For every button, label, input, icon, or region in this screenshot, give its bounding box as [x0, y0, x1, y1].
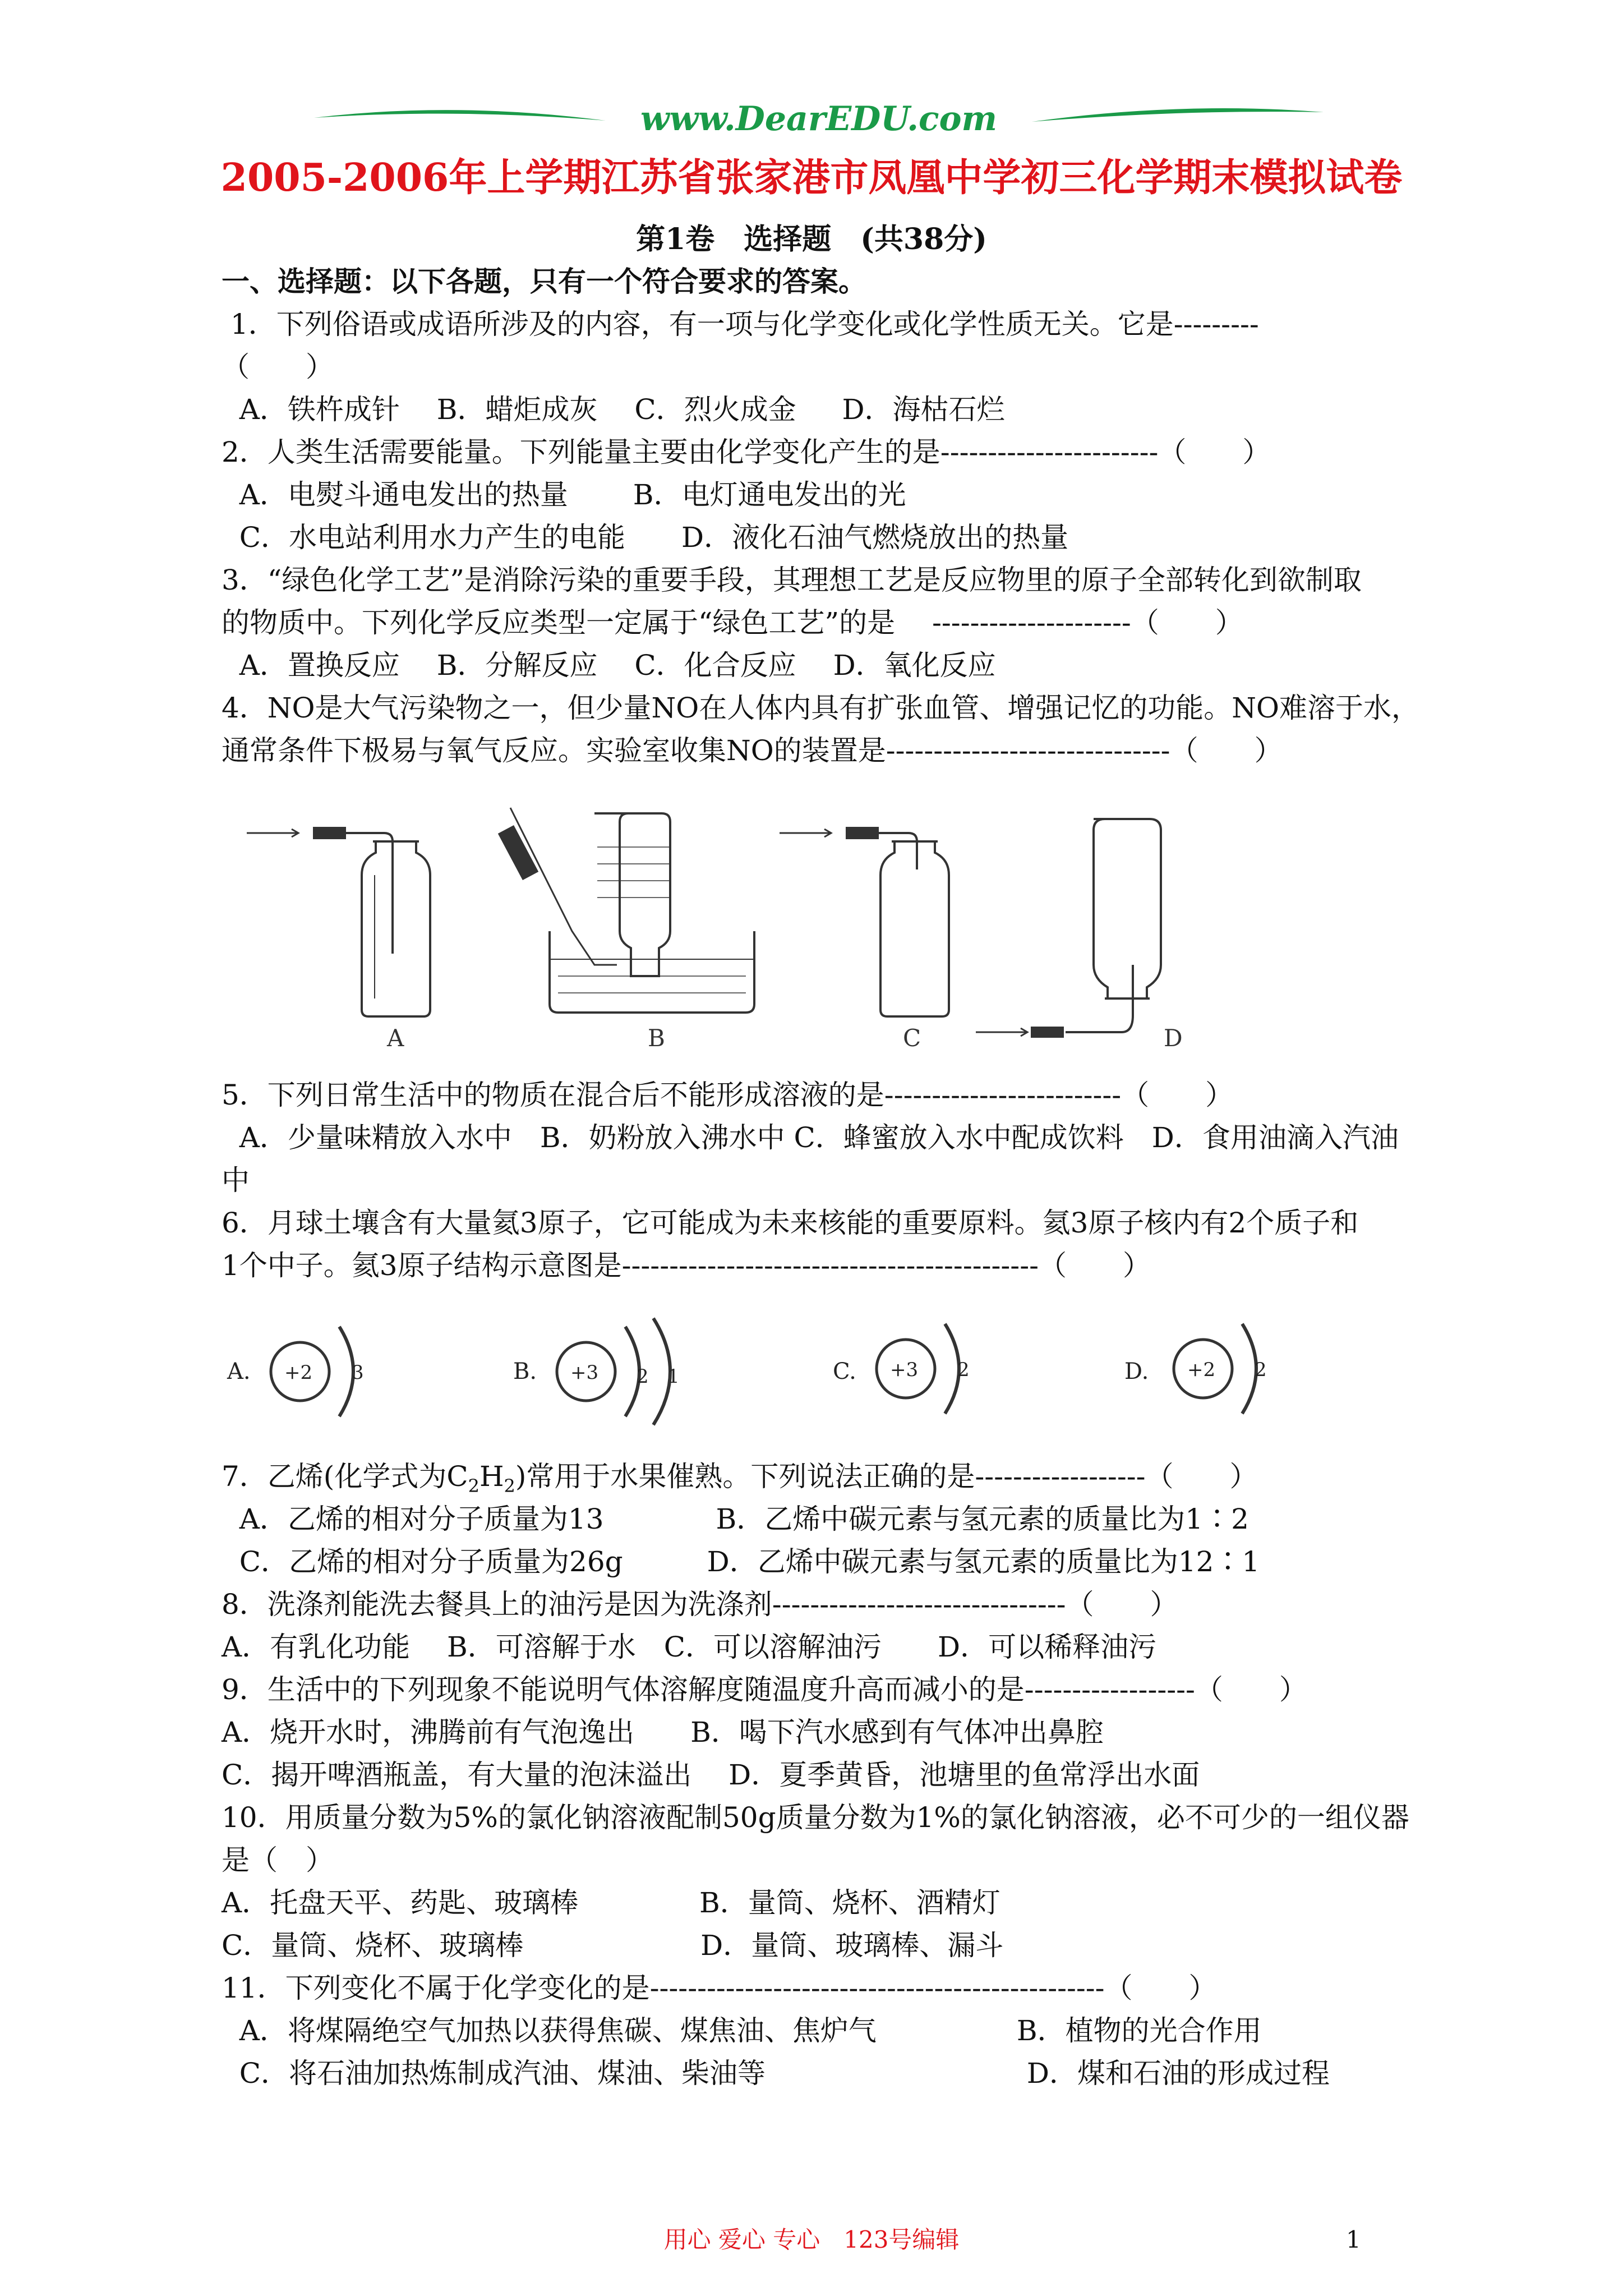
diagram-b-nucleus: +3 — [570, 1361, 599, 1384]
site-logo-text[interactable]: www.DearEDU.com — [640, 99, 997, 139]
question-4-stem-line1: 4．NO是大气污染物之一，但少量NO在人体内具有扩张血管、增强记忆的功能。NO难溶于水， — [222, 692, 1420, 724]
question-7-options-cd: C．乙烯的相对分子质量为26g D．乙烯中碳元素与氢元素的质量比为12∶1 — [222, 1545, 1260, 1578]
page-footer: 用心 爱心 专心 123号编辑 — [663, 2226, 960, 2253]
atomic-structure-diagrams — [222, 1307, 1343, 1436]
diagram-b-shell-1: 2 — [637, 1365, 649, 1388]
question-11-stem: 11．下列变化不属于化学变化的是------------------------------------------------（ ） — [222, 1972, 1217, 2004]
page-number: 1 — [1346, 2226, 1361, 2253]
question-11-options-cd: C．将石油加热炼制成汽油、煤油、柴油等 D．煤和石油的形成过程 — [222, 2057, 1330, 2090]
question-7-stem-post: )常用于水果催熟。下列说法正确的是------------------（ ） — [515, 1460, 1258, 1493]
diagram-a-shell-1: 3 — [352, 1361, 364, 1384]
gas-collection-apparatus-figure — [236, 797, 1413, 1060]
question-7-options-ab: A．乙烯的相对分子质量为13 B．乙烯中碳元素与氢元素的质量比为1∶2 — [222, 1503, 1249, 1535]
question-5-options-wrap: 中 — [222, 1164, 250, 1197]
apparatus-b — [500, 808, 754, 1013]
question-5-options: A．少量味精放入水中 B．奶粉放入沸水中 C．蜂蜜放入水中配成饮料 D．食用油滴入汽油 — [222, 1121, 1399, 1154]
question-2-stem: 2．人类生活需要能量。下列能量主要由化学变化产生的是-----------------------（ ） — [222, 436, 1271, 468]
figure-label-b: B — [648, 1024, 665, 1052]
diagram-d-label: D. — [1124, 1359, 1149, 1384]
question-3-stem-line1: 3．“绿色化学工艺”是消除污染的重要手段，其理想工艺是反应物里的原子全部转化到欲制取 — [222, 564, 1362, 596]
formula-h: H — [479, 1460, 504, 1493]
question-4-stem-line2: 通常条件下极易与氧气反应。实验室收集NO的装置是------------------------------（ ） — [222, 734, 1283, 767]
figure-label-c: C — [903, 1024, 921, 1052]
question-5-stem: 5．下列日常生活中的物质在混合后不能形成溶液的是-------------------------（ ） — [222, 1079, 1234, 1111]
question-9-options-ab: A．烧开水时，沸腾前有气泡逸出 B．喝下汽水感到有气体冲出鼻腔 — [222, 1716, 1104, 1749]
question-8-options: A．有乳化功能 B．可溶解于水 C．可以溶解油污 D．可以稀释油污 — [222, 1631, 1157, 1663]
figure-label-a: A — [387, 1024, 404, 1052]
diagram-c-nucleus: +3 — [890, 1359, 919, 1381]
diagram-c-label: C. — [833, 1359, 856, 1384]
exam-title: 2005-2006年上学期江苏省张家港市凤凰中学初三化学期末模拟试卷 — [220, 155, 1403, 200]
question-1-options: A．铁杵成针 B．蜡炬成灰 C．烈火成金 D．海枯石烂 — [222, 393, 1005, 426]
question-9-options-cd: C．揭开啤酒瓶盖，有大量的泡沫溢出 D．夏季黄昏，池塘里的鱼常浮出水面 — [222, 1759, 1200, 1791]
question-2-options-ab: A．电熨斗通电发出的热量 B．电灯通电发出的光 — [222, 478, 906, 511]
diagram-d-shell-1: 2 — [1255, 1359, 1267, 1381]
question-1-stem: 1．下列俗语或成语所涉及的内容，有一项与化学变化或化学性质无关。它是--------- — [222, 308, 1259, 341]
diagram-b — [513, 1318, 680, 1425]
question-10-options-ab: A．托盘天平、药匙、玻璃棒 B．量筒、烧杯、酒精灯 — [222, 1887, 1000, 1919]
diagram-a-label: A. — [227, 1359, 251, 1384]
question-3-stem-line2: 的物质中。下列化学反应类型一定属于“绿色工艺”的是 ---------------------（ ） — [222, 606, 1243, 639]
question-7-stem — [222, 1458, 1258, 1504]
figure-label-d: D — [1164, 1024, 1183, 1052]
apparatus-d — [976, 819, 1161, 1037]
question-6-stem-line1: 6．月球土壤含有大量氦3原子，它可能成为未来核能的重要原料。氦3原子核内有2个质子和 — [222, 1207, 1359, 1239]
question-10-stem-line2: 是（ ） — [222, 1844, 334, 1876]
formula-subscript-h: 2 — [504, 1475, 515, 1497]
question-1-answer-blank: （ ） — [222, 351, 334, 383]
apparatus-a — [247, 828, 430, 1016]
question-10-options-cd: C．量筒、烧杯、玻璃棒 D．量筒、玻璃棒、漏斗 — [222, 1929, 1004, 1962]
diagram-a — [227, 1327, 364, 1416]
apparatus-c — [780, 828, 949, 1016]
diagram-a-nucleus: +2 — [284, 1361, 313, 1384]
section-heading: 第1卷 选择题 (共38分) — [636, 222, 987, 256]
question-10-stem-line1: 10．用质量分数为5%的氯化钠溶液配制50g质量分数为1%的氯化钠溶液，必不可少的一组仪器 — [222, 1801, 1409, 1834]
formula-subscript-c: 2 — [468, 1475, 479, 1497]
diagram-d — [1124, 1324, 1267, 1414]
question-6-stem-line2: 1个中子。氦3原子结构示意图是--------------------------------------------（ ） — [222, 1249, 1151, 1282]
question-7-stem-pre: 7．乙烯(化学式为C — [222, 1460, 468, 1493]
question-11-options-ab: A．将煤隔绝空气加热以获得焦碳、煤焦油、焦炉气 B．植物的光合作用 — [222, 2014, 1262, 2047]
diagram-c — [833, 1324, 970, 1414]
question-3-options: A．置换反应 B．分解反应 C．化合反应 D．氧化反应 — [222, 649, 996, 682]
diagram-d-nucleus: +2 — [1187, 1359, 1216, 1381]
question-9-stem: 9．生活中的下列现象不能说明气体溶解度随温度升高而减小的是------------------（ ） — [222, 1673, 1307, 1706]
diagram-b-shell-2: 1 — [667, 1365, 680, 1388]
part-heading: 一、选择题：以下各题，只有一个符合要求的答案。 — [222, 265, 866, 298]
diagram-b-label: B. — [513, 1359, 537, 1384]
question-2-options-cd: C．水电站利用水力产生的电能 D．液化石油气燃烧放出的热量 — [222, 521, 1069, 554]
question-8-stem: 8．洗涤剂能洗去餐具上的油污是因为洗涤剂-------------------------------（ ） — [222, 1588, 1178, 1621]
diagram-c-shell-1: 2 — [957, 1359, 970, 1381]
